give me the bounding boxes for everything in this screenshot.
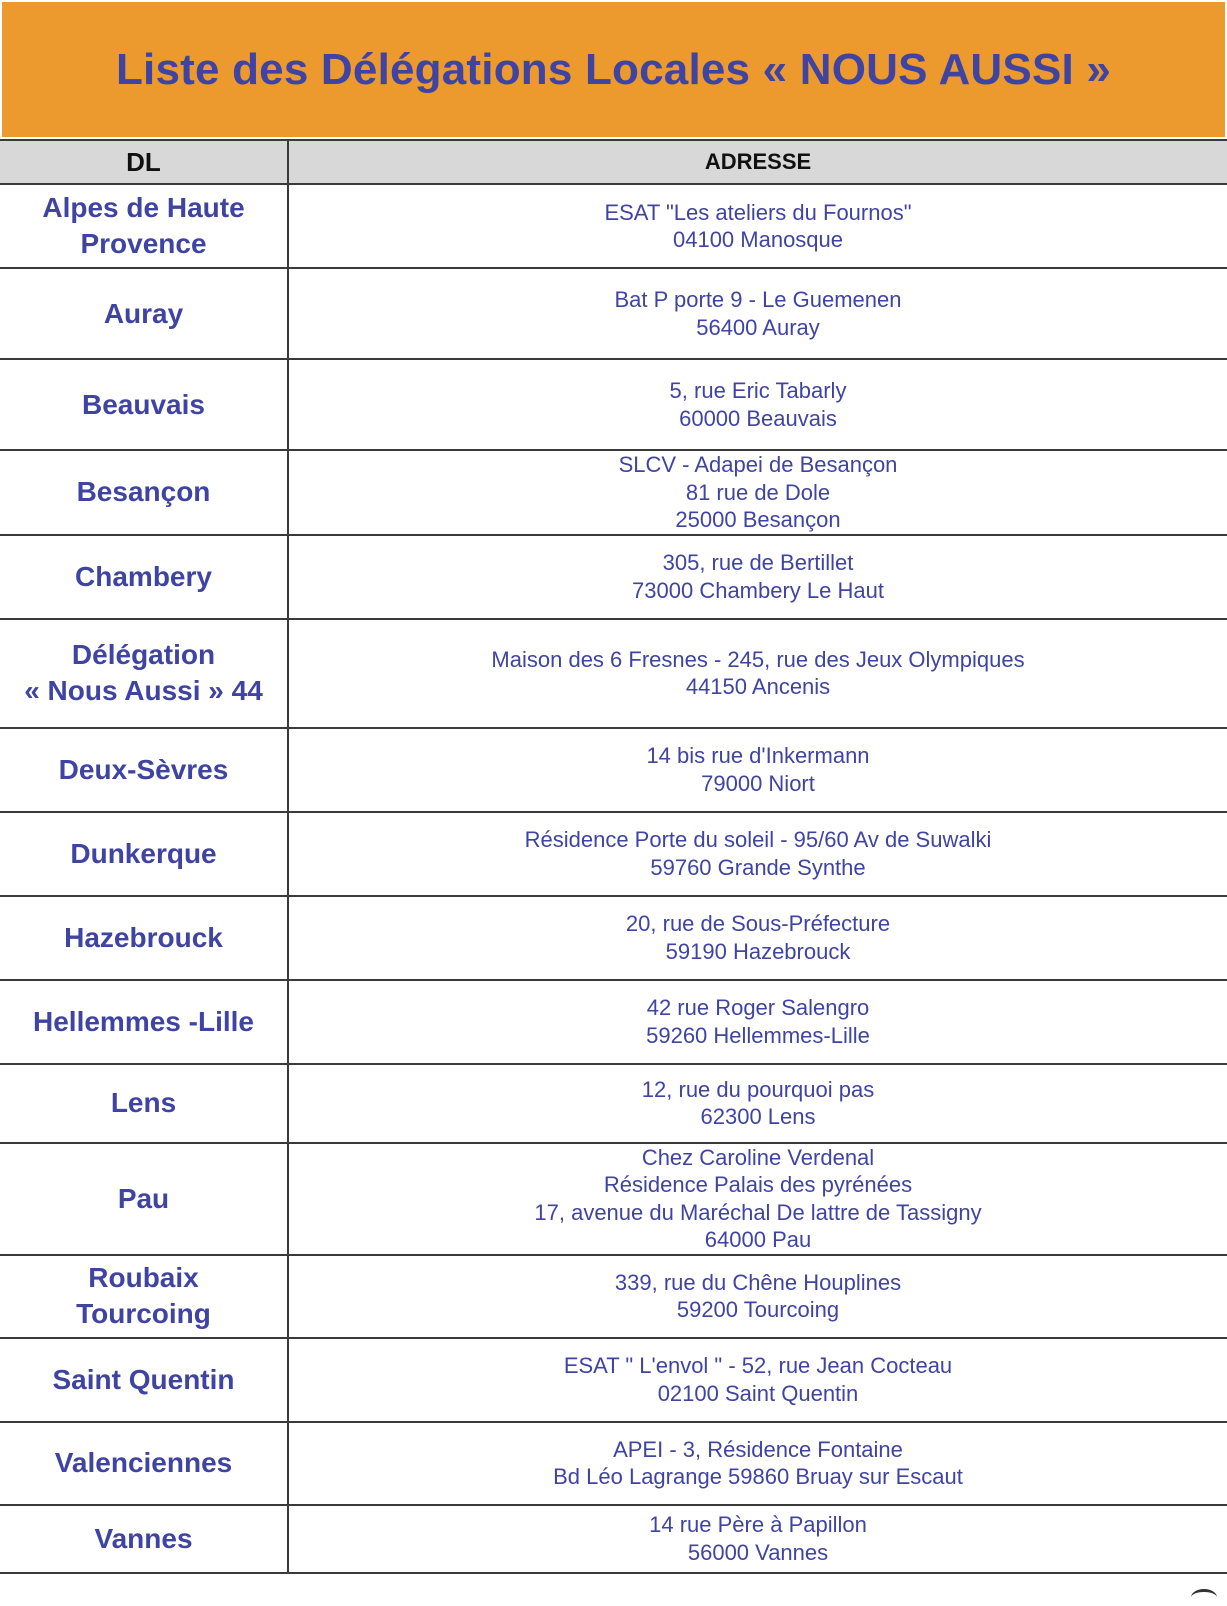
- address-line: 14 rue Père à Papillon: [649, 1512, 867, 1537]
- table-row: [0, 1143, 1227, 1255]
- delegation-name: [0, 450, 288, 535]
- address-line: 59190 Hazebrouck: [665, 938, 851, 964]
- address-line: 25000 Besançon: [675, 507, 841, 532]
- address-line: 339, rue du Chêne Houplines: [614, 1269, 902, 1295]
- delegation-name: [0, 980, 288, 1064]
- table-row: [0, 980, 1227, 1064]
- address-line: 14 bis rue d'Inkermann: [646, 743, 870, 768]
- delegation-name-line: Dunkerque: [70, 837, 217, 869]
- table-row: [0, 619, 1227, 728]
- page-title: Liste des Délégations Locales « NOUS AUSSI »: [115, 44, 1112, 94]
- delegation-name-line: Beauvais: [82, 388, 205, 420]
- delegation-name-line: Chambery: [75, 560, 212, 592]
- delegation-name-line: « Nous Aussi » 44: [24, 675, 263, 706]
- table-row: [0, 896, 1227, 980]
- address-line: 44150 Ancenis: [685, 674, 831, 699]
- delegation-name: [0, 184, 288, 268]
- address-line: Résidence Palais des pyrénées: [603, 1172, 913, 1197]
- delegation-name: [0, 1422, 288, 1505]
- address-line: Bat P porte 9 - Le Guemenen: [614, 287, 902, 312]
- address-line: 42 rue Roger Salengro: [646, 995, 870, 1020]
- delegation-name-line: Auray: [103, 297, 184, 329]
- address-line: 81 rue de Dole: [685, 479, 831, 505]
- title-banner: [2, 2, 1225, 137]
- delegation-address: [288, 535, 1227, 619]
- address-line: 5, rue Eric Tabarly: [669, 378, 847, 403]
- delegation-address: [288, 450, 1227, 535]
- address-line: 56000 Vannes: [687, 1539, 829, 1565]
- delegations-table: [0, 139, 1227, 1574]
- delegation-address: [288, 812, 1227, 896]
- delegation-name-line: Hellemmes -Lille: [33, 1005, 254, 1037]
- address-line: 04100 Manosque: [672, 227, 844, 252]
- delegation-name: [0, 1338, 288, 1422]
- delegation-address: [288, 896, 1227, 980]
- delegation-name: [0, 535, 288, 619]
- delegation-name-line: Roubaix: [88, 1262, 199, 1293]
- delegation-name-line: Provence: [80, 228, 207, 259]
- delegation-name-line: Délégation: [71, 639, 216, 670]
- delegation-name-line: Valenciennes: [54, 1447, 233, 1478]
- delegation-name-line: Lens: [110, 1087, 177, 1118]
- delegation-name-line: Deux-Sèvres: [58, 753, 229, 785]
- delegation-name-line: Pau: [117, 1182, 170, 1214]
- delegation-name-line: Vannes: [94, 1522, 193, 1554]
- delegation-name: [0, 812, 288, 896]
- delegation-name: [0, 728, 288, 812]
- address-line: 62300 Lens: [700, 1104, 816, 1129]
- address-line: 12, rue du pourquoi pas: [641, 1076, 875, 1102]
- address-line: 59200 Tourcoing: [676, 1297, 840, 1322]
- delegation-address: [288, 1422, 1227, 1505]
- delegation-name: [0, 619, 288, 728]
- address-line: Maison des 6 Fresnes - 245, rue des Jeux Olympiques: [491, 646, 1025, 672]
- delegation-name: [0, 1255, 288, 1338]
- delegation-name: [0, 1064, 288, 1143]
- delegation-name: [0, 1143, 288, 1255]
- table-row: [0, 812, 1227, 896]
- delegation-address: [288, 1338, 1227, 1422]
- address-line: 73000 Chambery Le Haut: [632, 577, 884, 603]
- table-row: [0, 450, 1227, 535]
- address-line: SLCV - Adapei de Besançon: [618, 452, 898, 477]
- delegation-address: [288, 359, 1227, 450]
- table-row: [0, 359, 1227, 450]
- address-line: APEI - 3, Résidence Fontaine: [613, 1436, 903, 1462]
- delegation-name: [0, 268, 288, 359]
- table-row: [0, 535, 1227, 619]
- delegation-name: [0, 359, 288, 450]
- delegation-address: [288, 980, 1227, 1064]
- column-header-dl: DL: [0, 140, 288, 184]
- delegation-address: [288, 1064, 1227, 1143]
- address-line: 305, rue de Bertillet: [662, 550, 854, 575]
- table-row: [0, 1255, 1227, 1338]
- address-line: ESAT " L'envol " - 52, rue Jean Cocteau: [563, 1353, 953, 1378]
- address-line: 17, avenue du Maréchal De lattre de Tassigny: [534, 1199, 982, 1225]
- table-row: [0, 1505, 1227, 1573]
- delegation-name-line: Hazebrouck: [64, 921, 223, 953]
- delegation-address: [288, 268, 1227, 359]
- delegation-address: [288, 1255, 1227, 1338]
- table-row: [0, 1064, 1227, 1143]
- address-line: 56400 Auray: [696, 314, 820, 340]
- delegation-name-line: Besançon: [76, 476, 211, 508]
- delegation-address: [288, 1505, 1227, 1573]
- table-row: [0, 268, 1227, 359]
- page-corner-mark: [1191, 1589, 1217, 1606]
- delegation-name: [0, 896, 288, 980]
- address-line: 79000 Niort: [701, 770, 815, 796]
- address-line: ESAT "Les ateliers du Fournos": [604, 199, 912, 225]
- table-header-row: [0, 140, 1227, 184]
- delegation-address: [288, 184, 1227, 268]
- table-row: [0, 1422, 1227, 1505]
- address-line: Résidence Porte du soleil - 95/60 Av de Suwalki: [524, 827, 992, 852]
- address-line: 60000 Beauvais: [679, 405, 837, 431]
- delegation-name-line: Tourcoing: [76, 1298, 211, 1329]
- delegation-name-line: Saint Quentin: [52, 1363, 235, 1395]
- delegation-address: [288, 619, 1227, 728]
- address-line: 59760 Grande Synthe: [650, 854, 866, 880]
- address-line: 20, rue de Sous-Préfecture: [625, 911, 891, 936]
- table-row: [0, 728, 1227, 812]
- table-body: [0, 184, 1227, 1573]
- column-header-address: ADRESSE: [288, 140, 1227, 184]
- delegation-address: [288, 1143, 1227, 1255]
- address-line: 64000 Pau: [704, 1227, 812, 1252]
- address-line: Bd Léo Lagrange 59860 Bruay sur Escaut: [553, 1464, 963, 1489]
- address-line: 02100 Saint Quentin: [657, 1380, 859, 1406]
- address-line: 59260 Hellemmes-Lille: [646, 1022, 870, 1048]
- delegation-name: [0, 1505, 288, 1573]
- delegation-address: [288, 728, 1227, 812]
- table-row: [0, 184, 1227, 268]
- table-row: [0, 1338, 1227, 1422]
- delegation-name-line: Alpes de Haute: [42, 192, 245, 223]
- address-line: Chez Caroline Verdenal: [641, 1144, 875, 1170]
